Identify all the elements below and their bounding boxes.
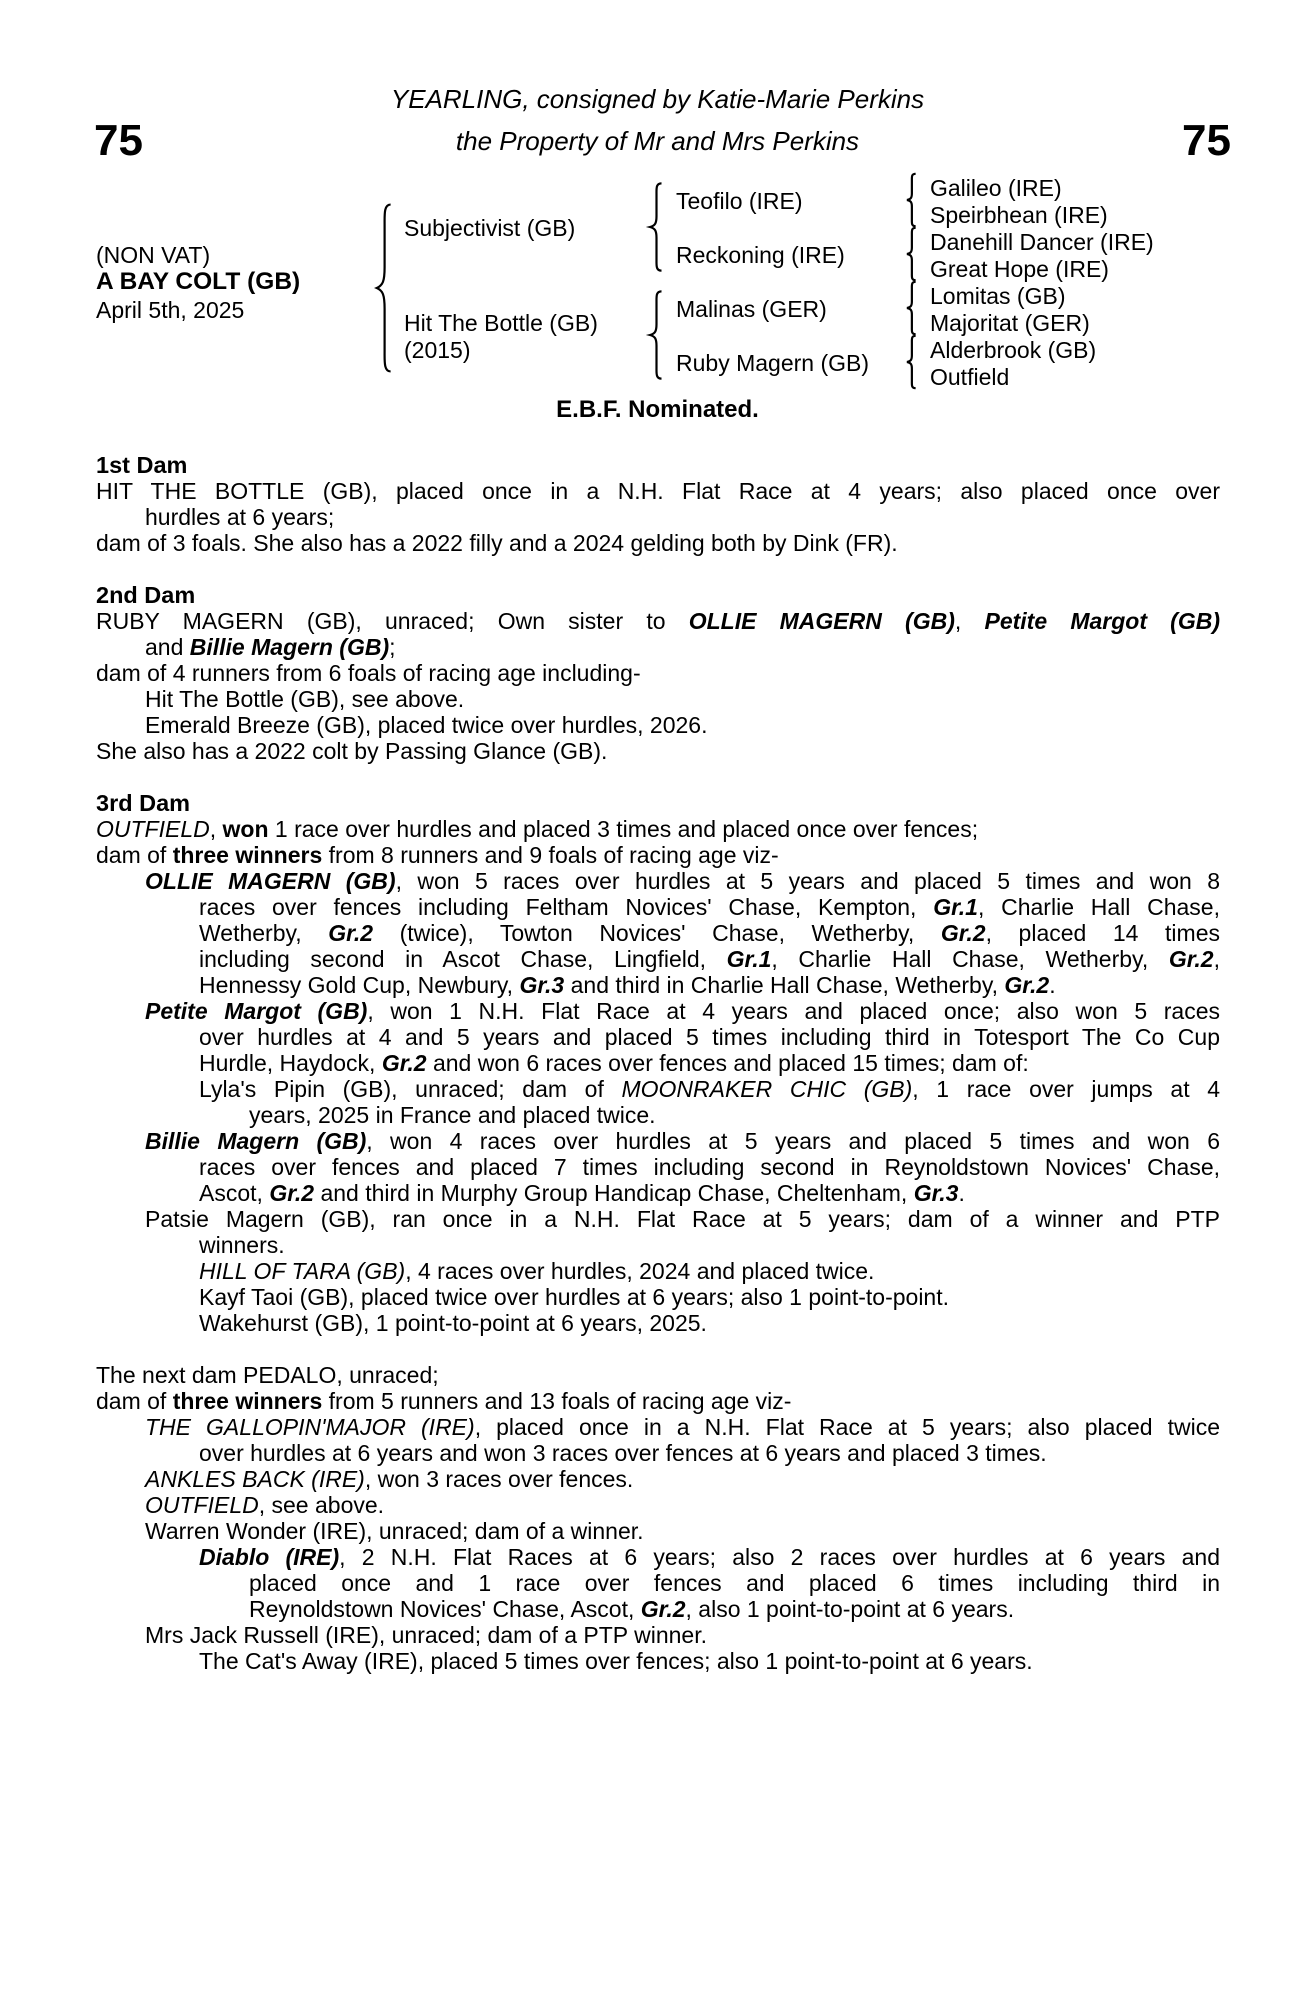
text-line: OUTFIELD, see above.: [145, 1492, 385, 1518]
text-line: Lyla's Pipin (GB), unraced; dam of MOONRAKER CHIC (GB), 1 race over jumps at 4: [199, 1076, 1220, 1102]
text-line: The Cat's Away (IRE), placed 5 times over fences; also 1 point-to-point at 6 years.: [199, 1648, 1033, 1674]
text-line: dam of three winners from 5 runners and 13 foals of racing age viz-: [96, 1388, 792, 1414]
dam-section: [96, 452, 1220, 556]
text-line: years, 2025 in France and placed twice.: [249, 1102, 656, 1128]
text-line: dam of 3 foals. She also has a 2022 filly and a 2024 gelding both by Dink (FR).: [96, 530, 898, 556]
foaling-date: April 5th, 2025: [96, 297, 245, 323]
lot-number-left: 75: [94, 116, 143, 165]
text-line: and Billie Magern (GB);: [145, 634, 396, 660]
great-granddam-1: Speirbhean (IRE): [930, 202, 1108, 228]
text-line: Kayf Taoi (GB), placed twice over hurdles at 6 years; also 1 point-to-point.: [199, 1284, 950, 1310]
vat-status: (NON VAT): [96, 242, 211, 268]
text-line: RUBY MAGERN (GB), unraced; Own sister to OLLIE MAGERN (GB), Petite Margot (GB): [96, 608, 1220, 634]
brace-icon: [904, 227, 919, 281]
ebf-nominated-note: E.B.F. Nominated.: [556, 396, 759, 423]
damsire-name: Malinas (GER): [676, 296, 827, 322]
dam-heading: 3rd Dam: [96, 790, 191, 816]
text-line: winners.: [199, 1232, 285, 1258]
text-line: Ascot, Gr.2 and third in Murphy Group Handicap Chase, Cheltenham, Gr.3.: [199, 1180, 965, 1206]
text-line: The next dam PEDALO, unraced;: [96, 1362, 439, 1388]
brace-icon: [904, 281, 919, 335]
text-line: Patsie Magern (GB), ran once in a N.H. Flat Race at 5 years; dam of a winner and PTP: [145, 1206, 1220, 1232]
property-line: the Property of Mr and Mrs Perkins: [455, 126, 860, 156]
dam-section: [96, 790, 1220, 1336]
text-line: ANKLES BACK (IRE), won 3 races over fences.: [145, 1466, 634, 1492]
text-line: OUTFIELD, won 1 race over hurdles and placed 3 times and placed once over fences;: [96, 816, 979, 842]
text-line: races over fences including Feltham Novices' Chase, Kempton, Gr.1, Charlie Hall Chase,: [199, 894, 1220, 920]
sire-name: Subjectivist (GB): [404, 215, 576, 241]
text-line: Diablo (IRE), 2 N.H. Flat Races at 6 years; also 2 races over hurdles at 6 years and: [199, 1544, 1220, 1570]
text-line: Wakehurst (GB), 1 point-to-point at 6 years, 2025.: [199, 1310, 707, 1336]
dam-section: [96, 582, 1220, 764]
consignment-line: YEARLING, consigned by Katie-Marie Perkins: [390, 84, 925, 114]
text-line: Hurdle, Haydock, Gr.2 and won 6 races over fences and placed 15 times; dam of:: [199, 1050, 1029, 1076]
text-line: Mrs Jack Russell (IRE), unraced; dam of a PTP winner.: [145, 1622, 707, 1648]
text-line: placed once and 1 race over fences and placed 6 times including third in: [249, 1570, 1220, 1596]
great-grandsire-2: Danehill Dancer (IRE): [930, 229, 1154, 255]
text-line: races over fences and placed 7 times including second in Reynoldstown Novices' Chase,: [199, 1154, 1220, 1180]
dam-heading: 1st Dam: [96, 452, 188, 478]
second-dam-name: Ruby Magern (GB): [676, 350, 870, 376]
text-line: HIT THE BOTTLE (GB), placed once in a N.H. Flat Race at 4 years; also placed once over: [96, 478, 1220, 504]
text-line: Billie Magern (GB), won 4 races over hurdles at 5 years and placed 5 times and won 6: [145, 1128, 1220, 1154]
text-line: over hurdles at 4 and 5 years and placed 5 times including third in Totesport The Co Cup: [199, 1024, 1220, 1050]
text-line: including second in Ascot Chase, Lingfield, Gr.1, Charlie Hall Chase, Wetherby, Gr.2,: [199, 946, 1220, 972]
dam-section: [96, 1362, 1220, 1674]
dam-name: Hit The Bottle (GB): [404, 310, 598, 336]
text-line: Petite Margot (GB), won 1 N.H. Flat Race at 4 years and placed once; also won 5 races: [145, 998, 1221, 1024]
great-grandsire-3: Lomitas (GB): [930, 283, 1066, 309]
text-line: Emerald Breeze (GB), placed twice over hurdles, 2026.: [145, 712, 708, 738]
text-line: She also has a 2022 colt by Passing Glance (GB).: [96, 738, 608, 764]
dam-year: (2015): [404, 337, 471, 363]
great-granddam-2: Great Hope (IRE): [930, 256, 1109, 282]
text-line: dam of three winners from 8 runners and 9 foals of racing age viz-: [96, 842, 779, 868]
text-line: dam of 4 runners from 6 foals of racing age including-: [96, 660, 641, 686]
brace-icon: [904, 335, 919, 389]
text-line: Wetherby, Gr.2 (twice), Towton Novices' Chase, Wetherby, Gr.2, placed 14 times: [199, 920, 1220, 946]
brace-icon: [372, 202, 396, 374]
text-line: Hennessy Gold Cup, Newbury, Gr.3 and third in Charlie Hall Chase, Wetherby, Gr.2.: [199, 972, 1056, 998]
text-line: Hit The Bottle (GB), see above.: [145, 686, 465, 712]
great-grandsire-4: Alderbrook (GB): [930, 337, 1097, 363]
text-line: Reynoldstown Novices' Chase, Ascot, Gr.2, also 1 point-to-point at 6 years.: [249, 1596, 1015, 1622]
dam-heading: 2nd Dam: [96, 582, 196, 608]
colt-name: A BAY COLT (GB): [96, 268, 301, 295]
pedigree-details: [96, 452, 1220, 1674]
great-grandsire-1: Galileo (IRE): [930, 175, 1062, 201]
brace-icon: [904, 173, 919, 227]
text-line: THE GALLOPIN'MAJOR (IRE), placed once in a N.H. Flat Race at 5 years; also placed twice: [145, 1414, 1220, 1440]
text-line: OLLIE MAGERN (GB), won 5 races over hurdles at 5 years and placed 5 times and won 8: [145, 868, 1220, 894]
great-granddam-4: Outfield: [930, 364, 1010, 390]
text-line: Warren Wonder (IRE), unraced; dam of a winner.: [145, 1518, 644, 1544]
great-granddam-3: Majoritat (GER): [930, 310, 1090, 336]
brace-icon: [646, 182, 666, 272]
text-line: hurdles at 6 years;: [145, 504, 335, 530]
text-line: HILL OF TARA (GB), 4 races over hurdles, 2024 and placed twice.: [199, 1258, 875, 1284]
granddam-name: Reckoning (IRE): [676, 242, 845, 268]
lot-number-right: 75: [1182, 116, 1231, 165]
brace-icon: [646, 290, 666, 380]
text-line: over hurdles at 6 years and won 3 races over fences at 6 years and placed 3 times.: [199, 1440, 1047, 1466]
grandsire-name: Teofilo (IRE): [676, 188, 803, 214]
